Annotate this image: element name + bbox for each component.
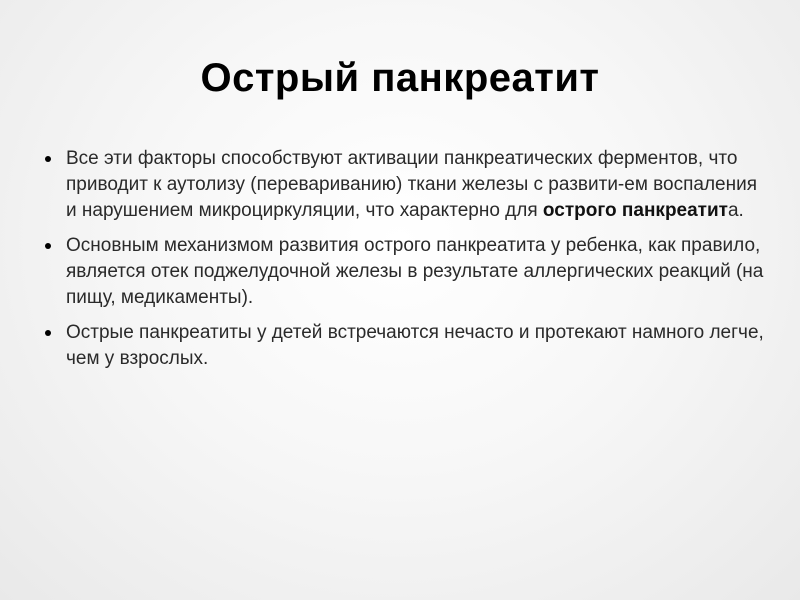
bullet-dot-icon (45, 243, 51, 249)
bullet-text: Основным механизмом развития острого панкреатита у ребенка, как правило, является отек поджелудочной железы в результате аллергических реакций (на пищу, медикаменты). (66, 235, 764, 308)
bullet-text-start: Все эти факторы способствуют активации панкреатических ферментов, что приводит к аутолизу (перевариванию) ткани железы с развити-ем воспаления и нарушением микроциркуляции, что характерно для (66, 148, 758, 221)
bullet-text-bold: острого панкреатит (542, 200, 728, 221)
bullet-item (42, 233, 772, 311)
bullet-item (42, 320, 772, 372)
bullet-item (42, 146, 772, 224)
bullet-list (42, 146, 772, 381)
bullet-text: Острые панкреатиты у детей встречаются нечасто и протекают намного легче, чем у взрослых. (66, 322, 764, 369)
bullet-text-end: а. (727, 200, 744, 221)
bullet-dot-icon (45, 330, 51, 336)
bullet-dot-icon (45, 156, 51, 162)
slide-title: Острый панкреатит (200, 56, 600, 100)
